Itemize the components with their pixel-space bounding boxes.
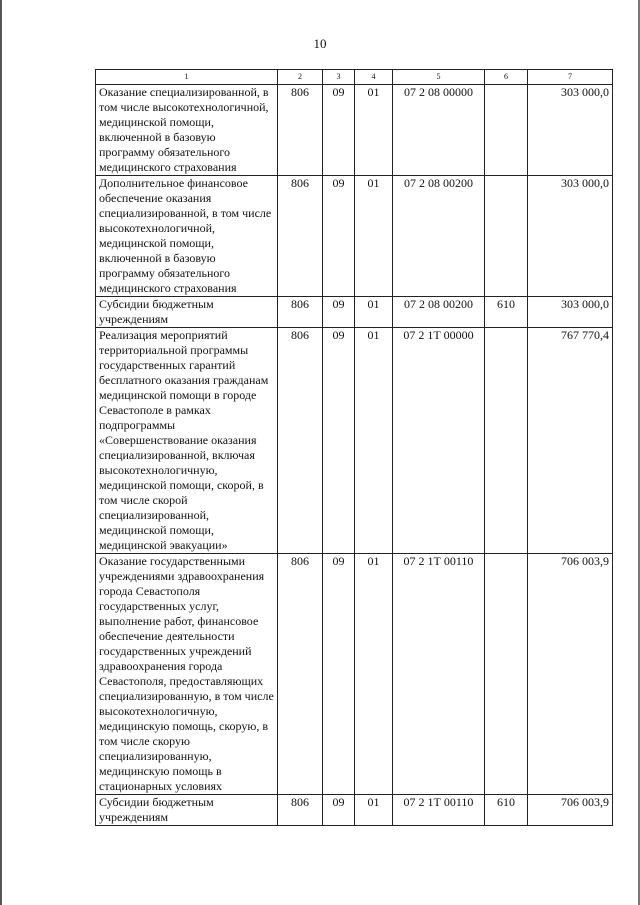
row-pr: 01 xyxy=(355,85,393,176)
row-sum: 303 000,0 xyxy=(528,85,613,176)
row-csr: 07 2 08 00200 xyxy=(393,297,485,328)
row-rz: 09 xyxy=(323,176,355,297)
row-rz: 09 xyxy=(323,85,355,176)
row-rz: 09 xyxy=(323,328,355,554)
row-rz: 09 xyxy=(323,554,355,795)
row-gr: 806 xyxy=(278,297,323,328)
row-gr: 806 xyxy=(278,85,323,176)
row-pr: 01 xyxy=(355,297,393,328)
row-pr: 01 xyxy=(355,554,393,795)
row-sum: 303 000,0 xyxy=(528,297,613,328)
row-vr xyxy=(485,328,528,554)
row-gr: 806 xyxy=(278,554,323,795)
table-row xyxy=(96,176,613,297)
table-row xyxy=(96,85,613,176)
row-csr: 07 2 1Т 00110 xyxy=(393,554,485,795)
row-rz: 09 xyxy=(323,297,355,328)
row-name: Субсидии бюджетным учреждениям xyxy=(96,297,278,328)
row-gr: 806 xyxy=(278,795,323,826)
row-name: Дополнительное финансовое обеспечение оказания специализированной, в том числе высокотехнологичной, медицинской помощи, включенной в базовую программу обязательного медицинского страхования xyxy=(96,176,278,297)
row-name: Реализация мероприятий территориальной программы государственных гарантий бесплатного оказания гражданам медицинской помощи в городе Севастополе в рамках подпрограммы «Совершенствование оказания специализированной, включая высокотехнологичную, медицинской помощи, скорой, в том числе скорой специализированной, медицинской помощи, медицинской эвакуации» xyxy=(96,328,278,554)
page-number: 10 xyxy=(313,36,327,51)
row-csr: 07 2 1Т 00110 xyxy=(393,795,485,826)
header-col-6: 6 xyxy=(485,70,528,85)
table-row xyxy=(96,328,613,554)
page-left-edge xyxy=(0,0,2,905)
row-csr: 07 2 08 00200 xyxy=(393,176,485,297)
budget-table xyxy=(95,69,613,826)
row-vr: 610 xyxy=(485,297,528,328)
table-row xyxy=(96,297,613,328)
row-csr: 07 2 08 00000 xyxy=(393,85,485,176)
row-vr xyxy=(485,85,528,176)
row-gr: 806 xyxy=(278,328,323,554)
header-col-5: 5 xyxy=(393,70,485,85)
row-vr xyxy=(485,176,528,297)
row-sum: 706 003,9 xyxy=(528,554,613,795)
row-pr: 01 xyxy=(355,176,393,297)
row-rz: 09 xyxy=(323,795,355,826)
row-csr: 07 2 1Т 00000 xyxy=(393,328,485,554)
header-row xyxy=(96,70,613,85)
row-name: Субсидии бюджетным учреждениям xyxy=(96,795,278,826)
row-vr: 610 xyxy=(485,795,528,826)
row-sum: 767 770,4 xyxy=(528,328,613,554)
table-row xyxy=(96,554,613,795)
row-pr: 01 xyxy=(355,795,393,826)
header-col-4: 4 xyxy=(355,70,393,85)
table-row xyxy=(96,795,613,826)
row-sum: 706 003,9 xyxy=(528,795,613,826)
row-name: Оказание специализированной, в том числе высокотехнологичной, медицинской помощи, включенной в базовую программу обязательного медицинского страхования xyxy=(96,85,278,176)
header-col-7: 7 xyxy=(528,70,613,85)
row-name: Оказание государственными учреждениями здравоохранения города Севастополя государственных услуг, выполнение работ, финансовое обеспечение деятельности государственных учреждений здравоохранения города Севастополя, предоставляющих специализированную, в том числе высокотехнологичную, медицинскую помощь, скорую, в том числе скорую специализированную, медицинскую помощь в стационарных условиях xyxy=(96,554,278,795)
header-col-2: 2 xyxy=(278,70,323,85)
row-pr: 01 xyxy=(355,328,393,554)
row-gr: 806 xyxy=(278,176,323,297)
row-sum: 303 000,0 xyxy=(528,176,613,297)
row-vr xyxy=(485,554,528,795)
header-col-1: 1 xyxy=(96,70,278,85)
header-col-3: 3 xyxy=(323,70,355,85)
